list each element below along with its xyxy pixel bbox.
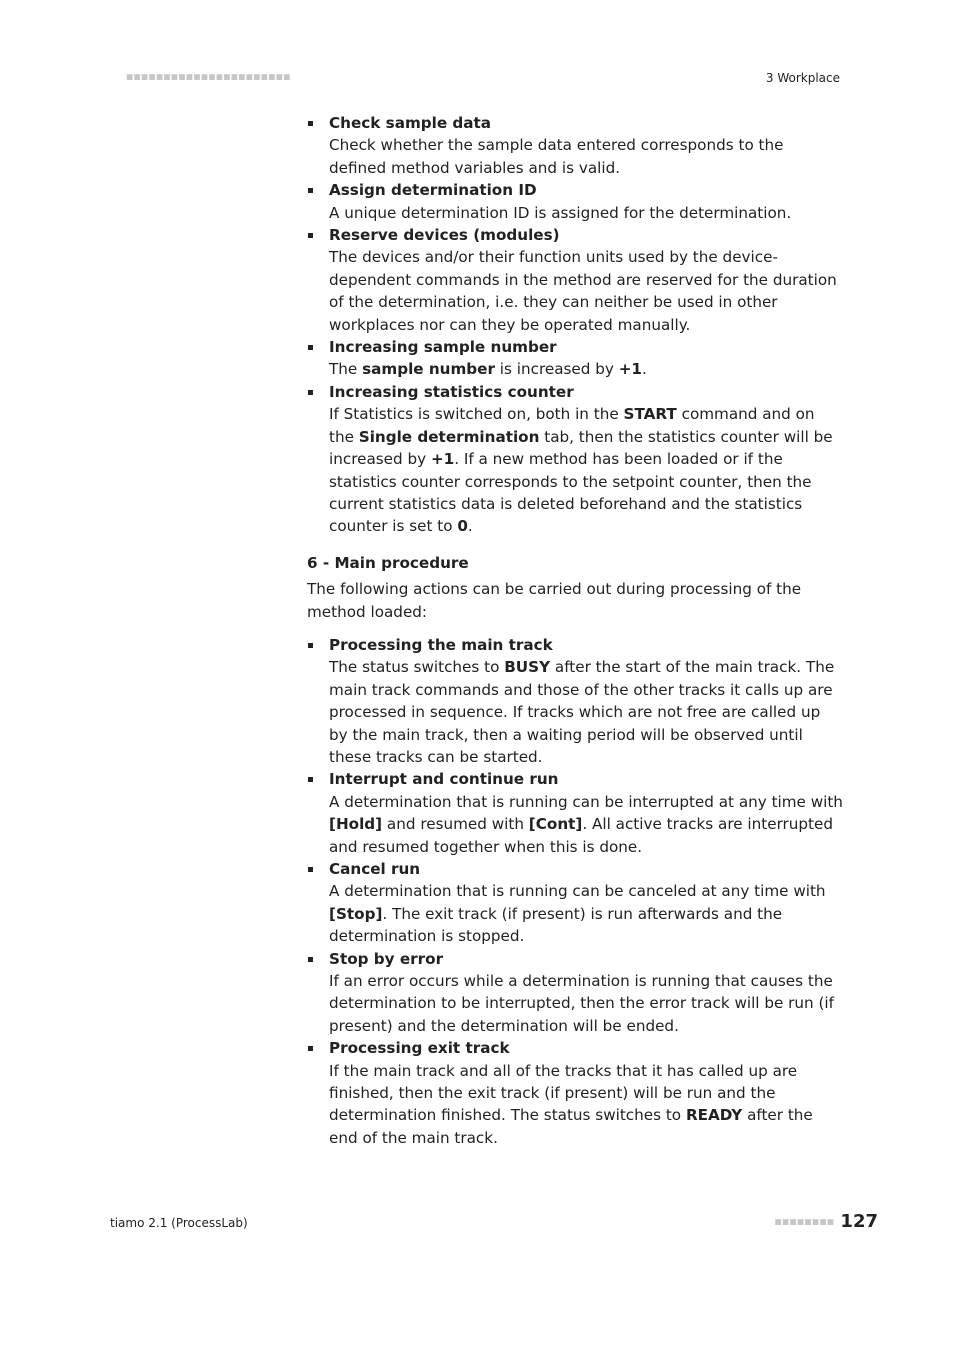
bullet-icon <box>308 867 313 872</box>
section6-list <box>307 634 843 1149</box>
bullet-icon <box>308 957 313 962</box>
footer-product: tiamo 2.1 (ProcessLab) <box>110 1216 248 1230</box>
list-item <box>307 381 843 538</box>
body-text: . All active tracks are interrupted and resumed together when this is done. <box>329 815 833 856</box>
list-item <box>307 1037 843 1149</box>
body-text: A unique determination ID is assigned for the determination. <box>329 203 792 222</box>
item-body <box>329 403 843 537</box>
body-text: after the end of the main track. <box>329 1106 813 1147</box>
item-title: Stop by error <box>329 949 444 968</box>
list-item <box>307 768 843 858</box>
list-item <box>307 634 843 768</box>
body-text: A determination that is running can be interrupted at any time with <box>329 792 843 811</box>
body-text: A determination that is running can be canceled at any time with <box>329 882 826 901</box>
bullet-icon <box>308 390 313 395</box>
body-text: and resumed with <box>382 815 529 834</box>
item-body <box>329 880 843 947</box>
list-item <box>307 112 843 179</box>
item-body <box>329 134 843 179</box>
bullet-icon <box>308 233 313 238</box>
emphasis-text: BUSY <box>504 658 551 677</box>
emphasis-text: [Cont] <box>528 815 583 834</box>
item-body <box>329 970 843 1037</box>
bullet-icon <box>308 188 313 193</box>
bullet-icon <box>308 121 313 126</box>
body-text: . <box>642 360 647 379</box>
emphasis-text: [Hold] <box>329 815 383 834</box>
item-title: Interrupt and continue run <box>329 770 559 789</box>
item-title: Assign determination ID <box>329 181 537 200</box>
body-text: . <box>467 517 473 536</box>
section-heading: 6 - Main procedure <box>307 553 469 572</box>
item-title: Increasing statistics counter <box>329 382 574 401</box>
emphasis-text: READY <box>685 1106 743 1125</box>
emphasis-text: START <box>623 405 677 424</box>
page-number: 127 <box>840 1211 878 1232</box>
item-title: Reserve devices (modules) <box>329 226 560 245</box>
body-text: . The exit track (if present) is run afterwards and the determination is stopped. <box>329 904 783 946</box>
footer-decoration: ■■■■■■■■ <box>774 1217 835 1226</box>
item-title: Processing exit track <box>329 1039 510 1058</box>
body-text: The <box>329 360 363 379</box>
body-text: If the main track and all of the tracks that it has called up are finished, then the exit track (if present) will be run and the determination finished. The status switches to <box>329 1061 798 1125</box>
item-title: Check sample data <box>329 114 492 132</box>
emphasis-text: +1 <box>618 360 642 379</box>
item-title: Processing the main track <box>329 635 553 654</box>
body-text: Check whether the sample data entered corresponds to the defined method variables and is valid. <box>329 136 784 177</box>
emphasis-text: Single determination <box>358 427 540 446</box>
body-text: tab, then the statistics counter will be increased by <box>329 427 833 469</box>
body-text: If an error occurs while a determination is running that causes the determination to be interrupted, then the error track will be run (if present) and the determination will be ended. <box>329 972 834 1035</box>
item-body <box>329 1060 843 1150</box>
item-body <box>329 202 843 224</box>
body-text: . If a new method has been loaded or if the statistics counter corresponds to the setpoint counter, then the current statistics data is deleted beforehand and the statistics counter is set to <box>329 450 812 536</box>
item-body <box>329 246 843 336</box>
section5-list <box>307 112 843 538</box>
header-decoration: ■■■■■■■■■■■■■■■■■■■■■■ <box>126 72 291 81</box>
list-item <box>307 336 843 381</box>
bullet-icon <box>308 777 313 782</box>
emphasis-text: +1 <box>430 450 455 469</box>
item-title: Cancel run <box>329 860 421 878</box>
item-body <box>329 791 843 858</box>
emphasis-text: 0 <box>457 517 468 536</box>
list-item <box>307 858 843 948</box>
bullet-icon <box>308 345 313 350</box>
body-text: The status switches to <box>329 658 505 677</box>
bullet-icon <box>308 643 313 648</box>
footer-page <box>775 1211 878 1232</box>
emphasis-text: [Stop] <box>329 904 383 923</box>
list-item <box>307 948 843 1038</box>
body-text: command and on the <box>329 405 815 446</box>
bullet-icon <box>308 1046 313 1051</box>
list-item <box>307 179 843 224</box>
body-text: after the start of the main track. The main track commands and those of the other tracks it calls up are processed in sequence. If tracks which are not free are called up by the main track, then a waiting period will be observed until these tracks can be started. <box>329 658 835 766</box>
section-intro: The following actions can be carried out during processing of the method loaded: <box>307 580 802 621</box>
page-content <box>307 112 843 1149</box>
emphasis-text: sample number <box>362 360 495 379</box>
body-text: is increased by <box>494 360 619 379</box>
body-text: If Statistics is switched on, both in the <box>329 405 624 424</box>
item-title: Increasing sample number <box>329 338 557 357</box>
header-chapter: 3 Workplace <box>765 71 840 85</box>
body-text: The devices and/or their function units used by the device-dependent commands in the method are reserved for the duration of the determination, i.e. they can neither be used in other workplaces nor can they be operated manually. <box>329 248 837 334</box>
item-body <box>329 656 843 768</box>
item-body <box>329 358 843 380</box>
list-item <box>307 224 843 336</box>
